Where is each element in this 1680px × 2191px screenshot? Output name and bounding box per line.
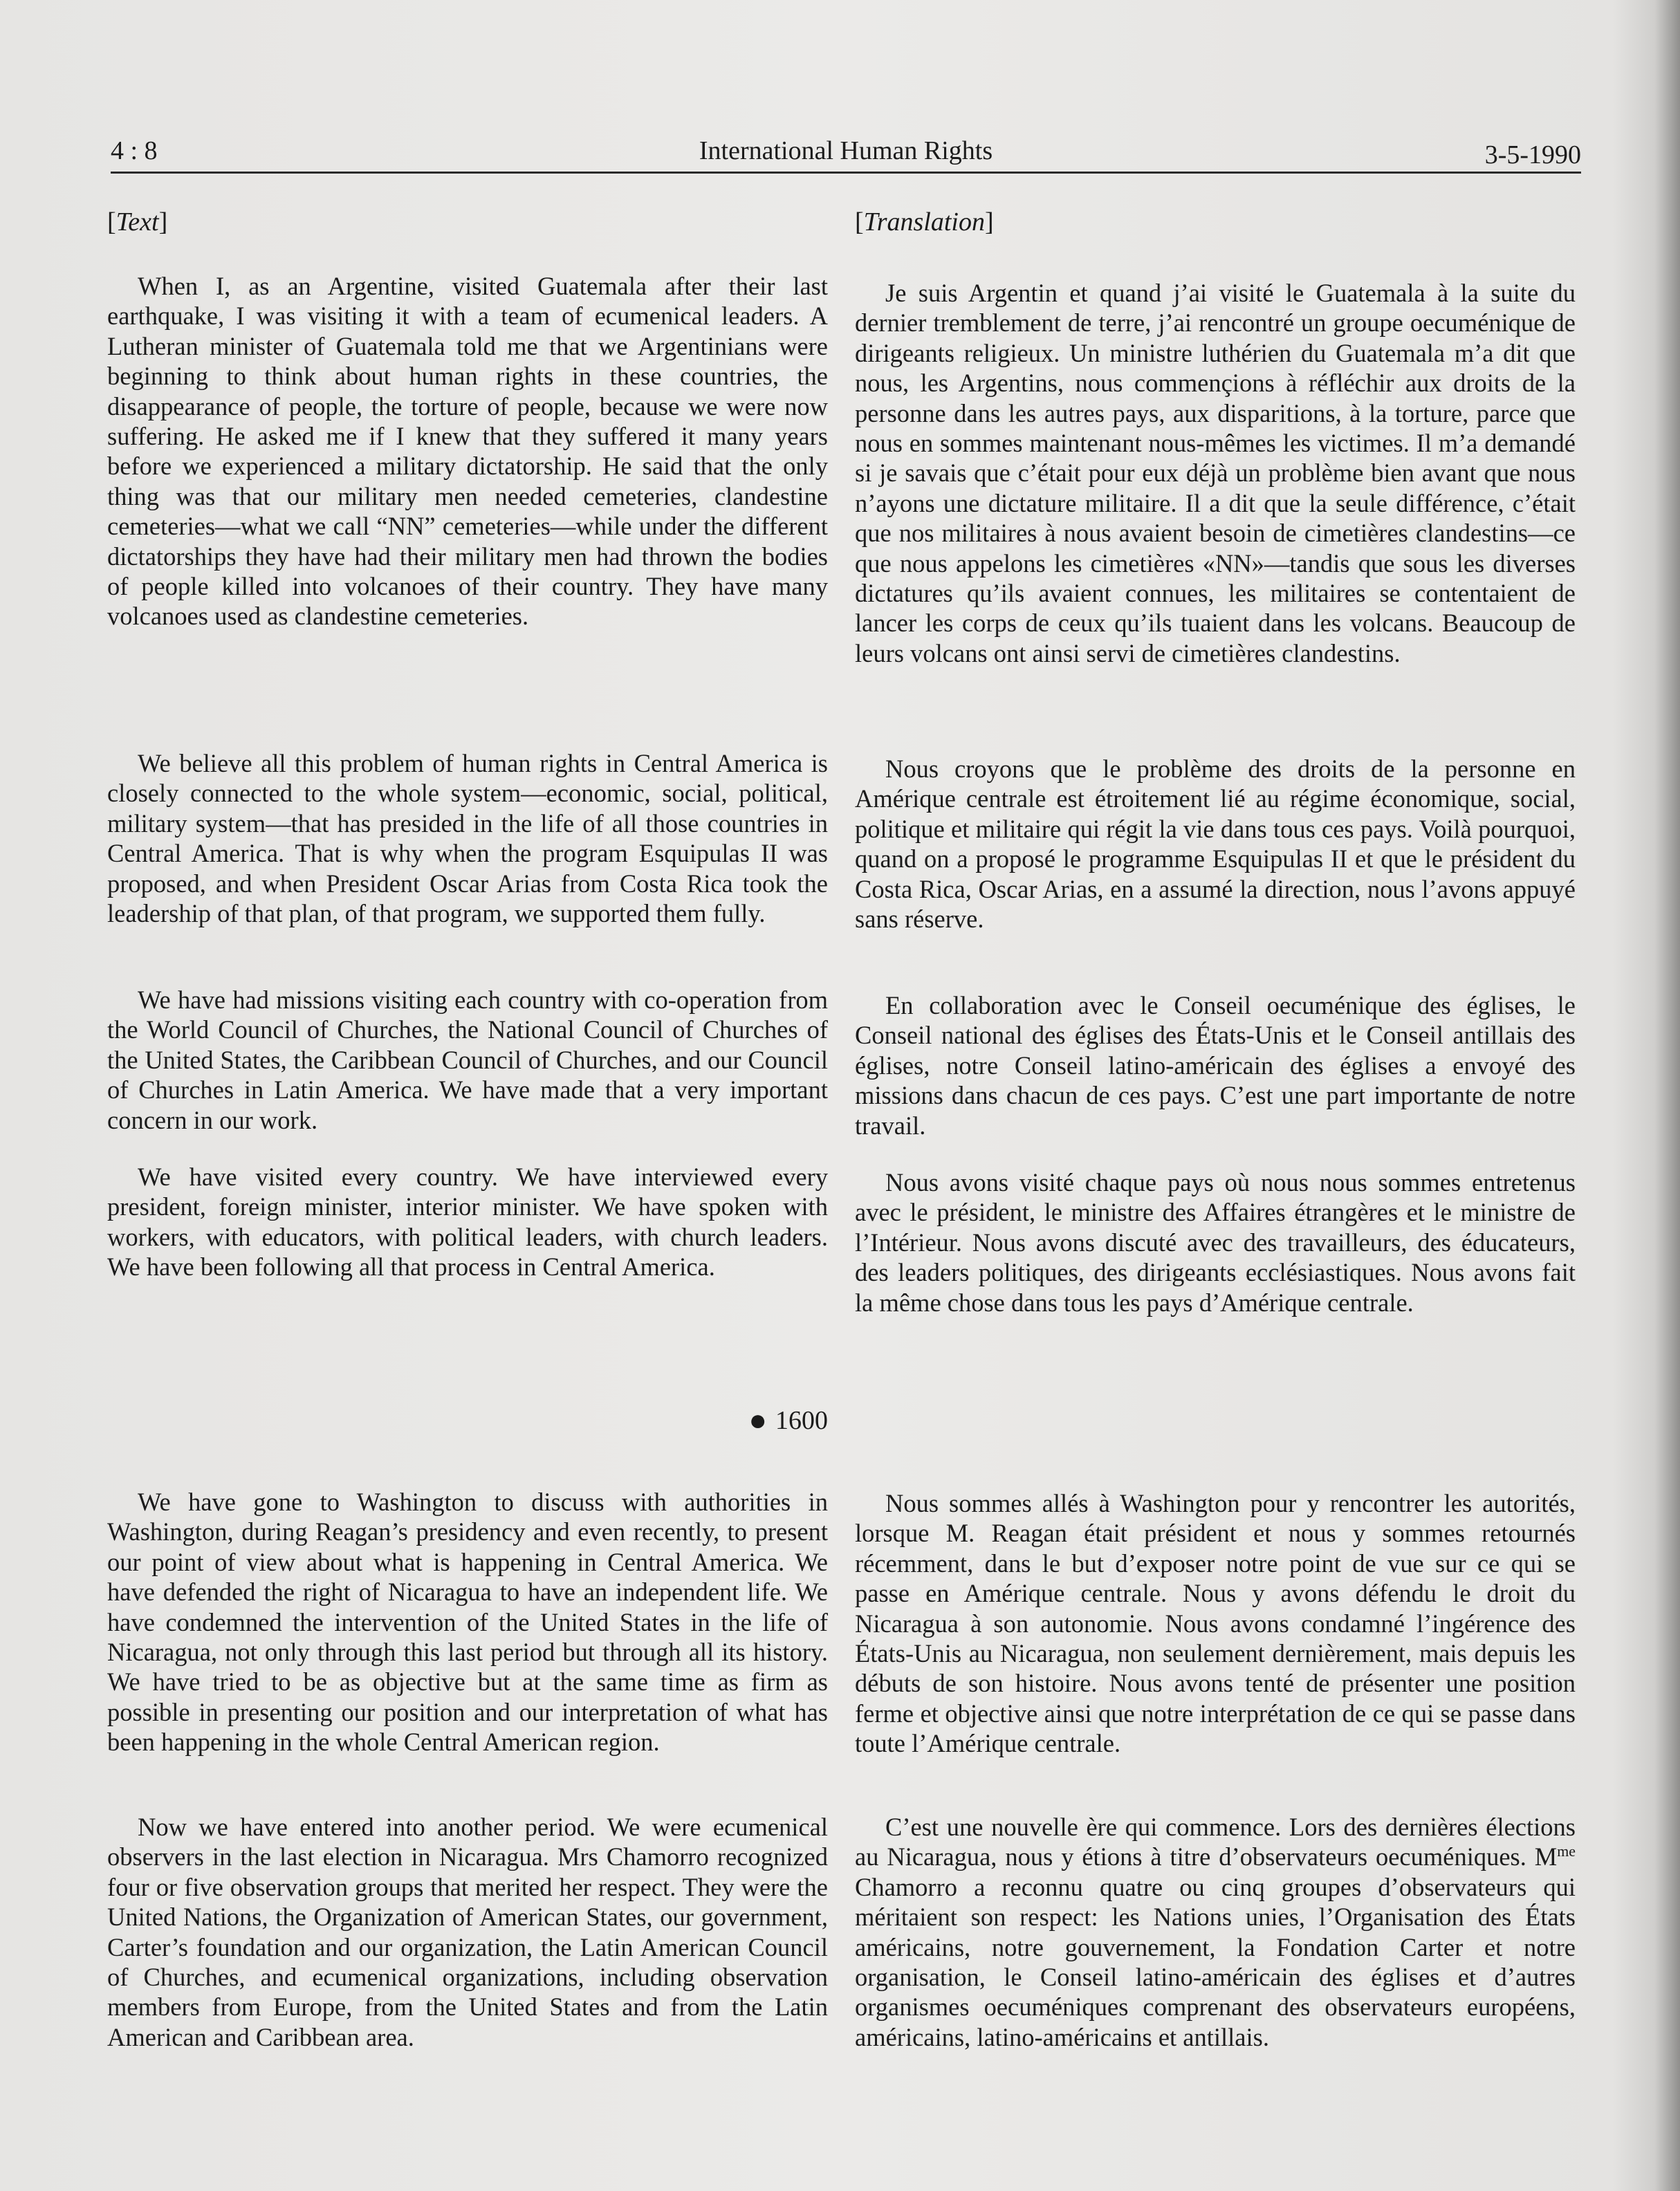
running-header <box>111 136 1581 173</box>
paragraph-translation-2: Nous croyons que le problème des droits de la personne en Amérique centrale est étroitement lié au régime économique, social, politique et militaire qui régit la vie dans tous ces pays. Voilà pourquoi, quand on a proposé le programme Esquipulas II et que le président du Costa Rica, Oscar Arias, en a assumé la direction, nous l’avons appuyé sans réserve. <box>855 755 1576 934</box>
bullet-icon: ● <box>748 1403 767 1437</box>
page-number: 4 : 8 <box>111 136 158 165</box>
paragraph-translation-6: C’est une nouvelle ère qui commence. Lors des dernières élections au Nicaragua, nous y étions à titre d’observateurs oecuméniques. $M^{me}$ Chamorro a reconnu quatre ou cinq groupes d’observateurs qui méritaient son respect: les Nations unies, l’Organisation des États américains, notre gouvernement, la Fondation Carter et notre organisation, le Conseil latino-américain des églises et d’autres organismes oecuméniques comprenant des observateurs européens, américains, latino-américains et antillais. <box>855 1813 1576 2051</box>
proceedings-marker <box>748 1405 828 1436</box>
paragraph-translation-5: Nous sommes allés à Washington pour y rencontrer les autorités, lorsque M. Reagan était président et nous y sommes retournés récemment, dans le but d’exposer notre point de vue sur ce qui se passe en Amérique centrale. Nous y avons défendu le droit du Nicaragua à son autonomie. Nous avons condamné l’ingérence des États-Unis au Nicaragua, non seulement dernièrement, mais depuis les débuts de son histoire. Nous avons tenté de présenter une position ferme et objective ainsi que notre interprétation de ce qui se passe dans toute l’Amérique centrale. <box>855 1489 1576 1758</box>
paragraph-text-5: We have gone to Washington to discuss with authorities in Washington, during Reagan’s presidency and even recently, to present our point of view about what is happening in Central America. We have defended the right of Nicaragua to have an independent life. We have condemned the intervention of the United States in the life of Nicaragua, not only through this last period but through all its history. We have tried to be as objective but at the same time as firm as possible in presenting our position and our interpretation of what has been happening in the whole Central American region. <box>107 1488 828 1757</box>
column-label-translation: [Translation] <box>855 207 994 237</box>
paragraph-text-6: Now we have entered into another period. We were ecumenical observers in the last election in Nicaragua. Mrs Chamorro recognized four or five observation groups that merited her respect. They were the United Nations, the Organization of American States, our government, Carter’s foundation and our organization, the Latin American Council of Churches, and ecumenical organizations, including observation members from Europe, from the United States and from the Latin American and Caribbean area. <box>107 1813 828 2051</box>
issue-date: 3-5-1990 <box>1484 140 1581 169</box>
paragraph-translation-1: Je suis Argentin et quand j’ai visité le Guatemala à la suite du dernier tremblement de terre, j’ai rencontré un groupe oecuménique de dirigeants religieux. Un ministre luthérien du Guatemala m’a dit que nous, les Argentins, nous commençions à réfléchir aux droits de la personne dans les autres pays, aux disparitions, à la torture, parce que nous en sommes maintenant nous-mêmes les victimes. Il m’a demandé si je savais que c’était pour eux déjà un problème bien avant que nous n’ayons une dictature militaire. Il a dit que la seule différence, c’était que nos militaires à nous avaient besoin de cimetières clandestins—ce que nous appelons les cimetières «NN»—tandis que sous les diverses dictatures qu’ils avaient connues, les militaires se contentaient de lancer les corps de ceux qu’ils tuaient dans les volcans. Beaucoup de leurs volcans ont ainsi servi de cimetières clandestins. <box>855 279 1576 667</box>
paragraph-text-3: We have had missions visiting each country with co-operation from the World Council of Churches, the National Council of Churches of the United States, the Caribbean Council of Churches, and our Council of Churches in Latin America. We have made that a very important concern in our work. <box>107 986 828 1134</box>
proceedings-marker-number: 1600 <box>775 1406 828 1435</box>
paragraph-text-4: We have visited every country. We have interviewed every president, foreign minister, interior minister. We have spoken with workers, with educators, with political leaders, with church leaders. We have been following all that process in Central America. <box>107 1163 828 1282</box>
paragraph-text-1: When I, as an Argentine, visited Guatemala after their last earthquake, I was visiting it with a team of ecumenical leaders. A Lutheran minister of Guatemala told me that we Argentinians were beginning to think about human rights in these countries, the disappearance of people, the torture of people, because we were now suffering. He asked me if I knew that they suffered it many years before we experienced a military dictatorship. He said that the only thing was that our military men needed cemeteries, clandestine cemeteries—what we call “NN” cemeteries—while under the different dictatorships they have had their military men had thrown the bodies of people killed into volcanoes of their country. They have many volcanoes used as clandestine cemeteries. <box>107 272 828 631</box>
column-label-text: [Text] <box>107 207 168 237</box>
header-rule <box>111 172 1581 174</box>
paragraph-translation-4: Nous avons visité chaque pays où nous nous sommes entretenus avec le président, le ministre des Affaires étrangères et le ministre de l’Intérieur. Nous avons discuté avec des travailleurs, des éducateurs, des leaders politiques, des dirigeants ecclésiastiques. Nous avons fait la même chose dans tous les pays d’Amérique centrale. <box>855 1168 1576 1317</box>
paragraph-text-2: We believe all this problem of human rights in Central America is closely connected to the whole system—economic, social, political, military system—that has presided in the life of all those countries in Central America. That is why when the program Esquipulas II was proposed, and when President Oscar Arias from Costa Rica took the leadership of that plan, of that program, we supported them fully. <box>107 749 828 928</box>
paragraph-translation-3: En collaboration avec le Conseil oecuménique des églises, le Conseil national des églises des États-Unis et le Conseil antillais des églises, notre Conseil latino-américain des églises a envoyé des missions dans chacun de ces pays. C’est une part importante de notre travail. <box>855 991 1576 1140</box>
publication-title: International Human Rights <box>699 136 993 165</box>
